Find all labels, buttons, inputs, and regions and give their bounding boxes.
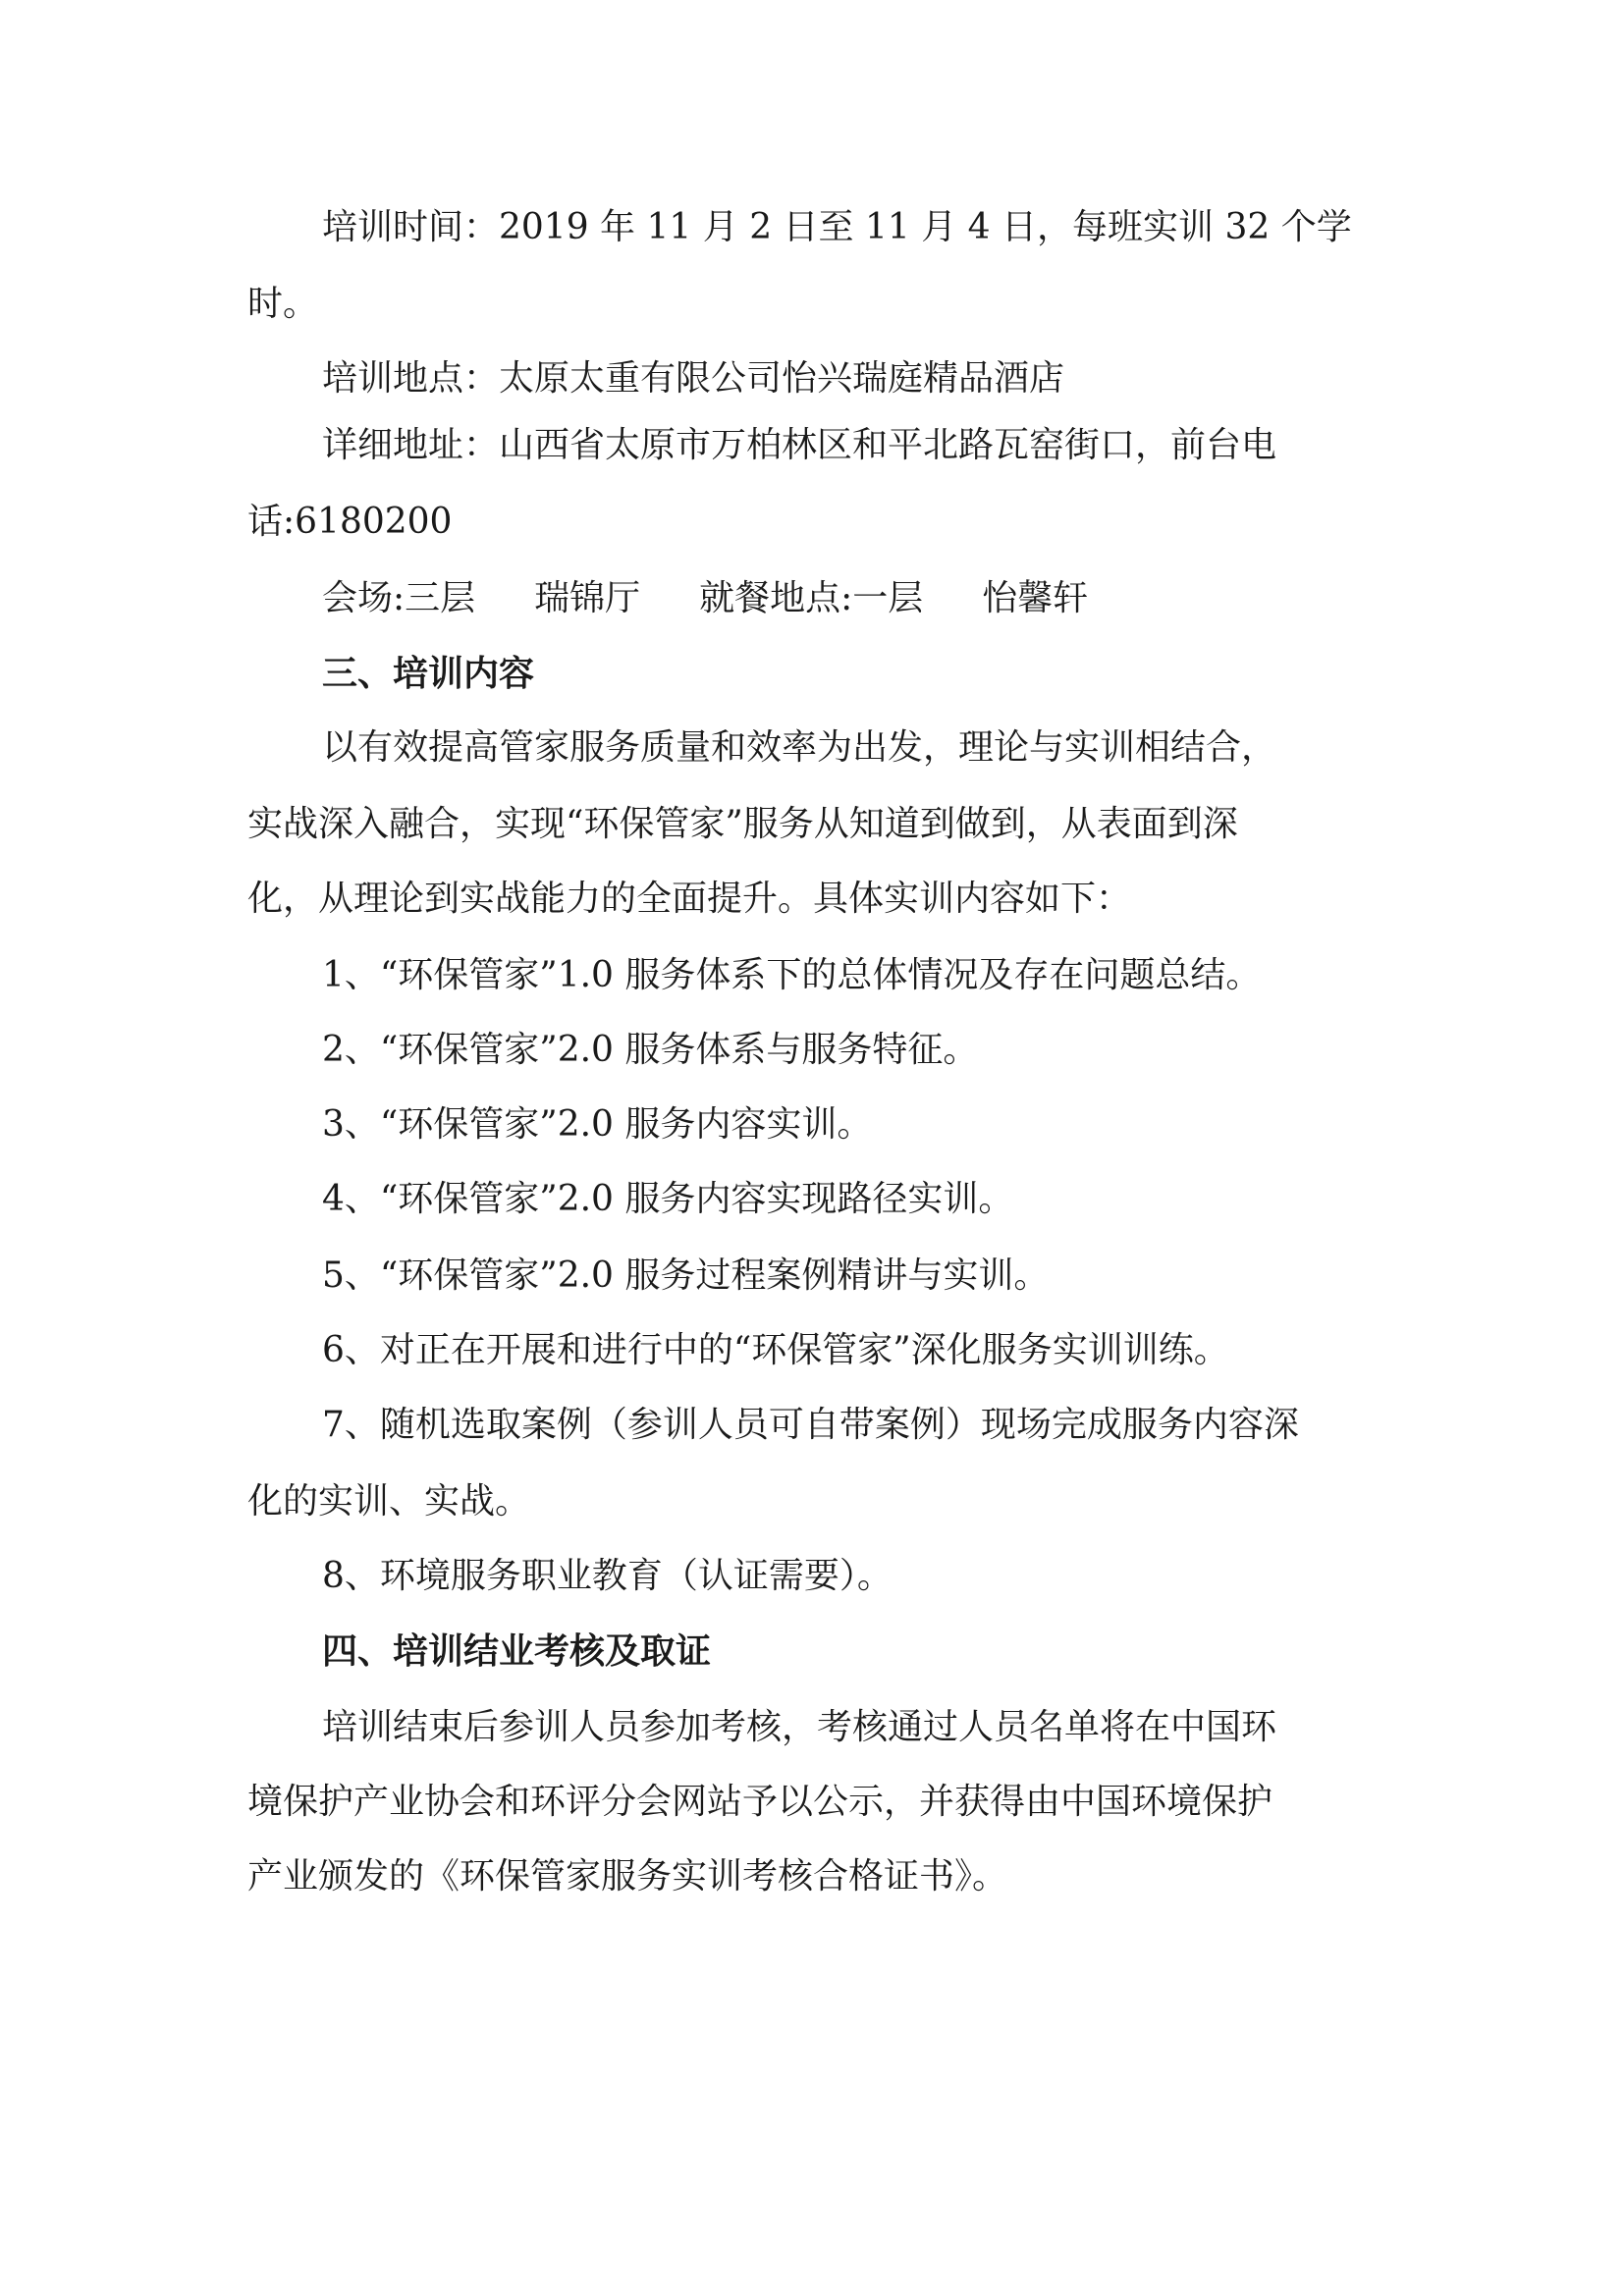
intro-line-3: 化，从理论到实战能力的全面提升。具体实训内容如下： — [247, 879, 1132, 919]
content-item-4: 4、“环保管家”2.0 服务内容实现路径实训。 — [322, 1179, 1014, 1219]
document-page — [247, 0, 1367, 2296]
content-item-7-line-1: 7、随机选取案例（参训人员可自带案例）现场完成服务内容深 — [322, 1405, 1299, 1445]
dining-label: 就餐地点:一层 — [699, 578, 924, 618]
content-item-6: 6、对正在开展和进行中的“环保管家”深化服务实训训练。 — [322, 1330, 1229, 1370]
certificate-line-2: 境保护产业协会和环评分会网站予以公示，并获得由中国环境保护 — [247, 1782, 1273, 1822]
intro-line-2: 实战深入融合，实现“环保管家”服务从知道到做到，从表面到深 — [247, 804, 1238, 844]
venue-line — [322, 579, 1088, 618]
content-item-7-line-2: 化的实训、实战。 — [247, 1481, 531, 1522]
certificate-line-3: 产业颁发的《环保管家服务实训考核合格证书》。 — [247, 1856, 1008, 1896]
content-item-2: 2、“环保管家”2.0 服务体系与服务特征。 — [322, 1030, 979, 1070]
address-line-2: 话:6180200 — [247, 502, 453, 542]
venue-room: 瑞锦厅 — [534, 578, 641, 618]
content-item-8: 8、环境服务职业教育（认证需要）。 — [322, 1556, 893, 1596]
training-place: 培训地点：太原太重有限公司怡兴瑞庭精品酒店 — [322, 358, 1065, 399]
certificate-line-1: 培训结束后参训人员参加考核，考核通过人员名单将在中国环 — [322, 1707, 1277, 1747]
section-3-heading: 三、培训内容 — [322, 653, 535, 694]
content-item-3: 3、“环保管家”2.0 服务内容实训。 — [322, 1104, 873, 1145]
intro-line-1: 以有效提高管家服务质量和效率为出发，理论与实训相结合， — [322, 727, 1277, 768]
training-time-line-1: 培训时间：2019 年 11 月 2 日至 11 月 4 日，每班实训 32 个学 — [322, 207, 1352, 247]
training-time-line-2: 时。 — [247, 284, 319, 324]
address-line-1: 详细地址：山西省太原市万柏林区和平北路瓦窑街口，前台电 — [322, 425, 1277, 465]
section-4-heading: 四、培训结业考核及取证 — [322, 1630, 712, 1672]
venue-label: 会场:三层 — [322, 578, 476, 618]
content-item-1: 1、“环保管家”1.0 服务体系下的总体情况及存在问题总结。 — [322, 955, 1262, 995]
dining-room: 怡馨轩 — [982, 578, 1089, 618]
content-item-5: 5、“环保管家”2.0 服务过程案例精讲与实训。 — [322, 1255, 1050, 1296]
